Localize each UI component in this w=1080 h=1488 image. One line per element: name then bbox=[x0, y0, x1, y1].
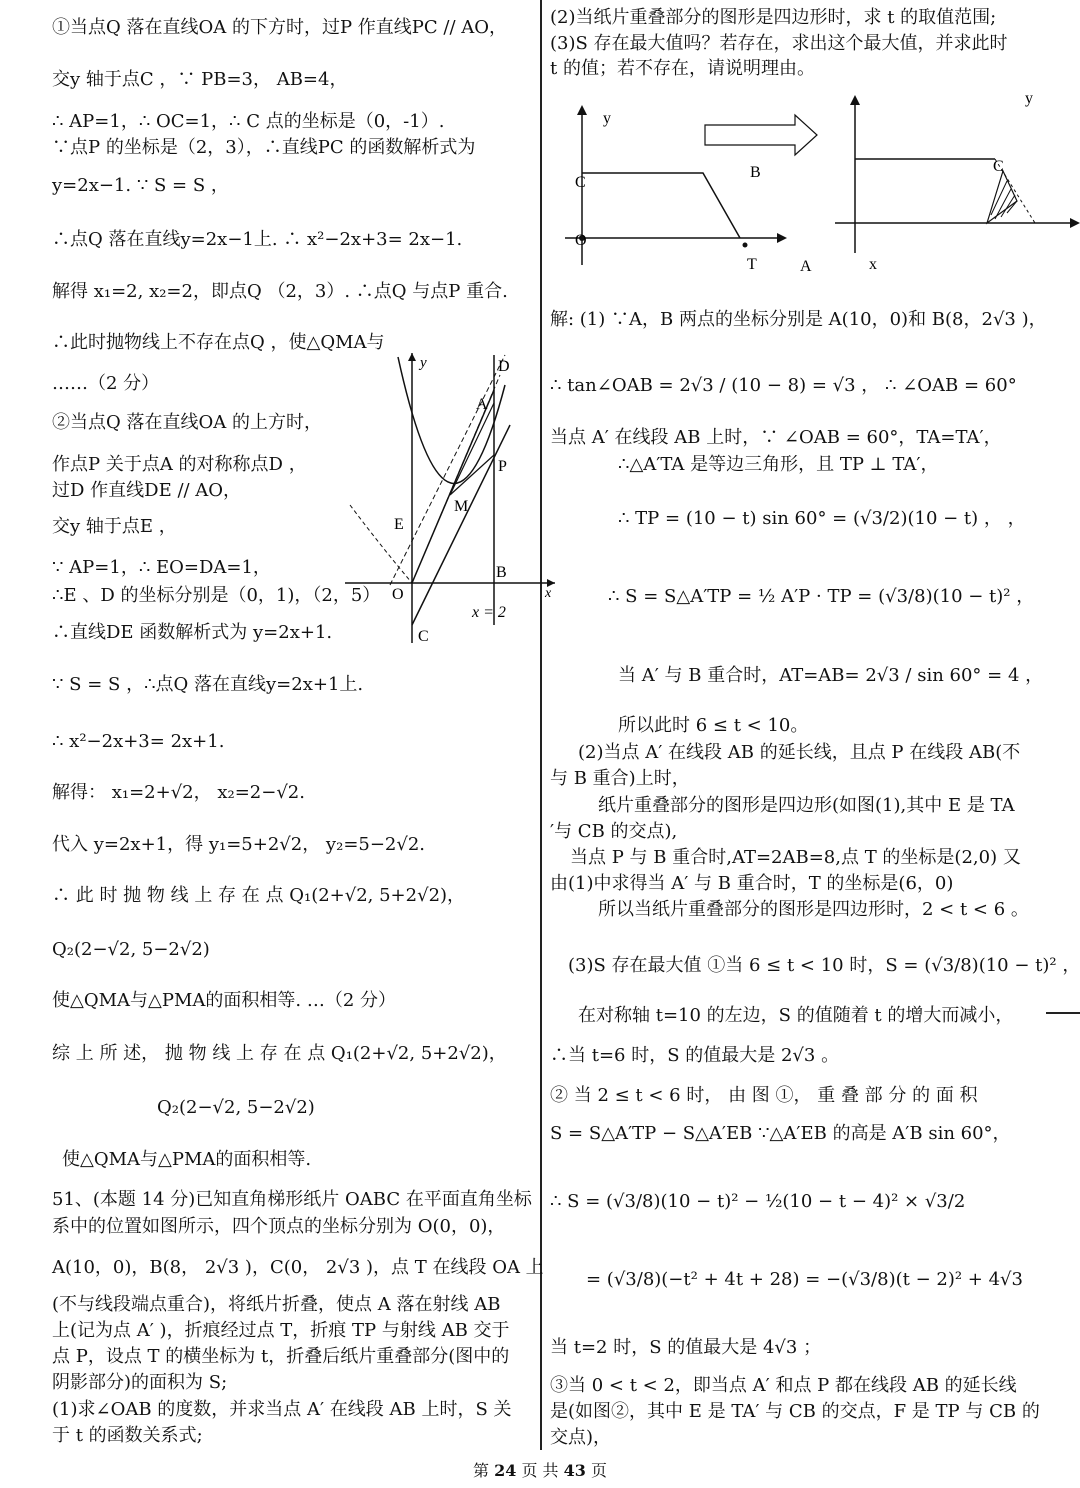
right-line-14: 纸片重叠部分的图形是四边形(如图(1),其中 E 是 TA bbox=[598, 795, 1015, 816]
left-line-28: 系中的位置如图所示，四个顶点的坐标分别为 O(0，0)， bbox=[52, 1216, 506, 1237]
right-line-28: 是(如图②，其中 E 是 TA′ 与 CB 的交点，F 是 TP 与 CB 的 bbox=[550, 1401, 1040, 1422]
left-line-34: (1)求∠OAB 的度数，并求当点 A′ 在线段 AB 上时，S 关 bbox=[52, 1399, 512, 1420]
left-line-29: A(10，0)，B(8， 2√3 )，C(0， 2√3 )，点 T 在线段 OA 上 bbox=[52, 1257, 544, 1278]
right-line-10: 当 A′ 与 B 重合时，AT=AB= 2√3 / sin 60° = 4 ， bbox=[618, 665, 1044, 686]
fig-label-O: O bbox=[392, 586, 404, 603]
fig2-label-O: O bbox=[575, 232, 587, 249]
left-line-7: 解得 x₁=2, x₂=2，即点Q （2，3）. ∴点Q 与点P 重合. bbox=[52, 281, 508, 302]
right-line-16: 当点 P 与 B 重合时,AT=2AB=8,点 T 的坐标是(2,0) 又 bbox=[570, 847, 1021, 868]
fig-label-C: C bbox=[418, 628, 429, 645]
right-line-8: ∴ TP = (10 − t) sin 60° = (√3/2)(10 − t) ， ， bbox=[618, 508, 1026, 529]
right-line-26: 当 t=2 时，S 的值最大是 4√3 ； bbox=[550, 1337, 822, 1358]
right-line-13: 与 B 重合)上时， bbox=[550, 768, 690, 789]
fig-label-y: y bbox=[420, 355, 427, 371]
fig-label-B: B bbox=[496, 564, 507, 581]
left-line-10: ②当点Q 落在直线OA 的上方时， bbox=[52, 412, 322, 433]
right-line-12: (2)当点 A′ 在线段 AB 的延长线，且点 P 在线段 AB(不 bbox=[578, 742, 1021, 763]
left-line-2: 交y 轴于点C ，∵ PB=3， AB=4， bbox=[52, 69, 348, 90]
right-line-23: S = S△A′TP − S△A′EB ∵△A′EB 的高是 A′B sin 60°， bbox=[550, 1123, 1011, 1144]
left-line-31: 上(记为点 A′ )，折痕经过点 T，折痕 TP 与射线 AB 交于 bbox=[52, 1320, 510, 1341]
fig2-label-C: C bbox=[575, 174, 586, 191]
fig-label-E: E bbox=[394, 516, 404, 533]
right-line-1: (2)当纸片重叠部分的图形是四边形时，求 t 的取值范围; bbox=[550, 7, 997, 28]
left-line-14: ∵ AP=1，∴ EO=DA=1， bbox=[52, 557, 271, 578]
left-line-23: 使△QMA与△PMA的面积相等. …（2 分） bbox=[52, 990, 397, 1011]
left-line-6: ∴点Q 落在直线y=2x−1上. ∴ x²−2x+3= 2x−1. bbox=[52, 229, 463, 250]
right-line-29: 交点)， bbox=[550, 1427, 612, 1448]
footer-middle: 页 共 bbox=[521, 1461, 559, 1480]
left-line-17: ∵ S = S ，∴点Q 落在直线y=2x+1上. bbox=[52, 674, 364, 695]
right-line-18: 所以当纸片重叠部分的图形是四边形时，2 < t < 6 。 bbox=[598, 899, 1029, 920]
left-line-12: 过D 作直线DE // AO， bbox=[52, 480, 242, 501]
fig-label-D: D bbox=[498, 358, 510, 375]
left-line-15: ∴E 、D 的坐标分别是（0，1)，（2，5） bbox=[52, 585, 381, 606]
left-line-18: ∴ x²−2x+3= 2x+1. bbox=[52, 731, 225, 752]
fig-label-x-eq: x = 2 bbox=[472, 604, 506, 621]
left-line-5: y=2x−1. ∵ S = S ， bbox=[52, 175, 229, 196]
left-line-32: 点 P，设点 T 的横坐标为 t，折叠后纸片重叠部分(图中的 bbox=[52, 1346, 510, 1367]
right-line-4: 解: (1) ∵A，B 两点的坐标分别是 A(10，0)和 B(8，2√3 )， bbox=[550, 309, 1047, 330]
fig-label-x: x bbox=[545, 586, 552, 601]
left-line-20: 代入 y=2x+1，得 y₁=5+2√2， y₂=5−2√2. bbox=[52, 834, 426, 855]
left-line-25: Q₂(2−√2, 5−2√2) bbox=[157, 1097, 315, 1118]
right-line-11: 所以此时 6 ≤ t < 10。 bbox=[618, 715, 809, 736]
footer-suffix: 页 bbox=[591, 1461, 608, 1480]
fig3-label-y: y bbox=[1025, 90, 1033, 107]
right-line-17: 由(1)中求得当 A′ 与 B 重合时，T 的坐标是(6，0) bbox=[550, 873, 954, 894]
fig2-label-A: A bbox=[800, 258, 812, 275]
left-line-35: 于 t 的函数关系式; bbox=[52, 1425, 203, 1446]
left-line-4: ∵点P 的坐标是（2，3），∴直线PC 的函数解析式为 bbox=[52, 137, 476, 158]
right-line-2: (3)S 存在最大值吗？若存在，求出这个最大值，并求此时 bbox=[550, 33, 1008, 54]
right-line-24: ∴ S = (√3/8)(10 − t)² − ½(10 − t − 4)² × √3/2 bbox=[550, 1191, 966, 1212]
footer-total-pages: 43 bbox=[563, 1461, 586, 1480]
left-line-30: (不与线段端点重合)，将纸片折叠，使点 A 落在射线 AB bbox=[52, 1294, 501, 1315]
right-line-20: 在对称轴 t=10 的左边，S 的值随着 t 的增大而减小， bbox=[578, 1005, 1014, 1026]
right-line-3: t 的值；若不存在，请说明理由。 bbox=[550, 58, 815, 79]
right-line-27: ③当 0 < t < 2，即当点 A′ 和点 P 都在线段 AB 的延长线 bbox=[550, 1375, 1017, 1396]
fig2-label-B: B bbox=[750, 164, 761, 181]
left-line-1: ①当点Q 落在直线OA 的下方时，过P 作直线PC // AO， bbox=[52, 17, 507, 38]
left-line-16: ∴直线DE 函数解析式为 y=2x+1. bbox=[52, 622, 333, 643]
left-line-13: 交y 轴于点E ， bbox=[52, 516, 177, 537]
left-line-27: 51、(本题 14 分)已知直角梯形纸片 OABC 在平面直角坐标 bbox=[52, 1189, 532, 1210]
fig2-label-y: y bbox=[603, 110, 611, 127]
trapezoid-figure bbox=[555, 85, 1080, 285]
parabola-figure bbox=[340, 345, 560, 645]
right-line-7: ∴△A′TA 是等边三角形，且 TP ⊥ TA′， bbox=[618, 454, 939, 475]
right-line-25: = (√3/8)(−t² + 4t + 28) = −(√3/8)(t − 2)² + 4√3 bbox=[586, 1269, 1023, 1290]
fig3-label-C: C bbox=[993, 158, 1004, 175]
left-line-11: 作点P 关于点A 的对称称点D ， bbox=[52, 454, 307, 475]
page-footer bbox=[0, 1458, 1080, 1481]
left-line-8: ∴此时抛物线上不存在点Q ，使△QMA与 bbox=[52, 332, 385, 353]
right-line-22: ② 当 2 ≤ t < 6 时， 由 图 ①， 重 叠 部 分 的 面 积 bbox=[550, 1085, 978, 1106]
footer-prefix: 第 bbox=[472, 1461, 489, 1480]
right-line-19: (3)S 存在最大值 ①当 6 ≤ t < 10 时，S = (√3/8)(10 − t)² ， bbox=[568, 955, 1080, 976]
footer-page-number: 24 bbox=[494, 1461, 517, 1480]
left-line-19: 解得： x₁=2+√2， x₂=2−√2. bbox=[52, 782, 305, 803]
right-line-9: ∴ S = S△A′TP = ½ A′P · TP = (√3/8)(10 − t)² ， bbox=[608, 586, 1035, 607]
fig-label-A: A bbox=[476, 396, 488, 413]
right-line-21: ∴当 t=6 时，S 的值最大是 2√3 。 bbox=[550, 1045, 840, 1066]
column-divider bbox=[540, 0, 542, 1450]
margin-mark bbox=[1046, 1012, 1080, 1014]
left-line-9: ……（2 分） bbox=[52, 373, 160, 394]
right-line-15: ′与 CB 的交点), bbox=[550, 821, 678, 842]
left-line-24: 综 上 所 述， 抛 物 线 上 存 在 点 Q₁(2+√2, 5+2√2)， bbox=[52, 1043, 507, 1064]
fig3-label-x: x bbox=[869, 256, 877, 273]
left-line-33: 阴影部分)的面积为 S; bbox=[52, 1372, 228, 1393]
left-line-21: ∴ 此 时 抛 物 线 上 存 在 点 Q₁(2+√2, 5+2√2)， bbox=[52, 885, 466, 906]
left-line-26: 使△QMA与△PMA的面积相等. bbox=[62, 1149, 312, 1170]
right-line-5: ∴ tan∠OAB = 2√3 / (10 − 8) = √3 ， ∴ ∠OAB = 60° bbox=[550, 375, 1017, 396]
right-line-6: 当点 A′ 在线段 AB 上时，∵ ∠OAB = 60°，TA=TA′， bbox=[550, 427, 1002, 448]
fig-label-P: P bbox=[498, 458, 507, 475]
fig2-label-T: T bbox=[747, 256, 757, 273]
fig-label-M: M bbox=[454, 498, 469, 515]
left-line-22: Q₂(2−√2, 5−2√2) bbox=[52, 939, 210, 960]
left-line-3: ∴ AP=1，∴ OC=1，∴ C 点的坐标是（0，-1）. bbox=[52, 111, 445, 132]
